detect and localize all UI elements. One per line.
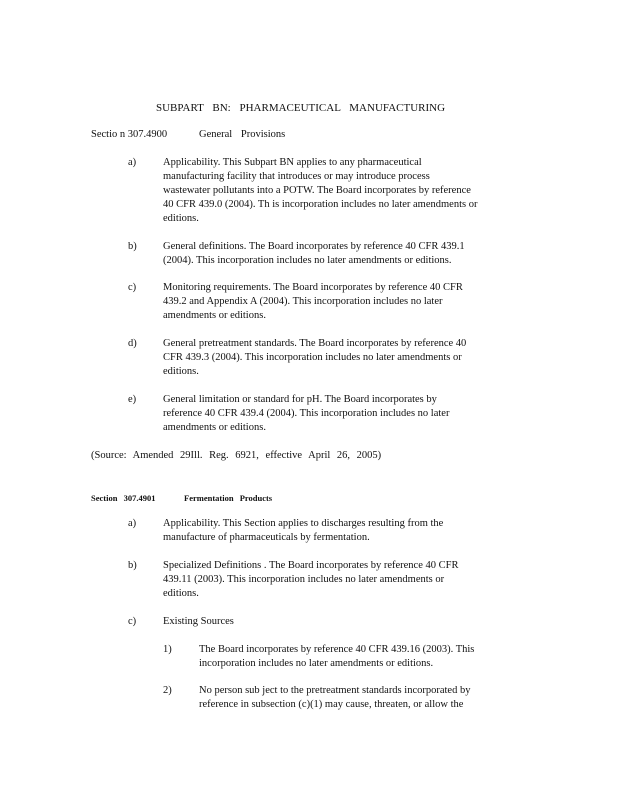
text-line: editions.	[163, 213, 199, 224]
text-line: 40 CFR 439.0 (2004). Th is incorporation includes no later amendments or	[163, 199, 478, 210]
list-marker: e)	[128, 394, 137, 405]
text-line: 439.2 and Appendix A (2004). This incorporation includes no later	[163, 296, 443, 307]
text-line: editions.	[163, 588, 199, 599]
text-line: editions.	[163, 366, 199, 377]
list-marker: a)	[128, 518, 137, 529]
text-line: (2004). This incorporation includes no later amendments or editions.	[163, 255, 452, 266]
sublist-item	[199, 643, 474, 671]
list-marker: a)	[128, 157, 137, 168]
text-line: amendments or editions.	[163, 310, 266, 321]
text-line: General definitions. The Board incorporates by reference 40 CFR 439.1	[163, 241, 465, 252]
list-marker: c)	[128, 282, 137, 293]
text-line: Applicability. This Subpart BN applies to any pharmaceutical	[163, 157, 422, 168]
text-line: reference 40 CFR 439.4 (2004). This incorporation includes no later	[163, 408, 450, 419]
text-line: manufacture of pharmaceuticals by fermentation.	[163, 532, 370, 543]
list-marker: b)	[128, 560, 137, 571]
text-line: Existing Sources	[163, 616, 234, 627]
list-marker: d)	[128, 338, 137, 349]
list-marker: 1)	[163, 644, 172, 655]
list-marker: b)	[128, 241, 137, 252]
list-item-general-definitions	[163, 240, 465, 268]
section-heading-title: General Provisions	[199, 129, 286, 140]
text-line: Specialized Definitions . The Board incorporates by reference 40 CFR	[163, 560, 459, 571]
list-item-ph-limitation	[163, 393, 449, 435]
text-line: Applicability. This Section applies to discharges resulting from the	[163, 518, 444, 529]
list-item-applicability	[163, 517, 443, 545]
list-item-pretreatment	[163, 337, 466, 379]
text-line: reference in subsection (c)(1) may cause, threaten, or allow the	[199, 699, 464, 710]
list-item-applicability	[163, 156, 477, 226]
section-heading-title: Fermentation Products	[184, 493, 273, 503]
text-line: manufacturing facility that introduces or may introduce process	[163, 171, 430, 182]
source-note: (Source: Amended 29Ill. Reg. 6921, effective April 26, 2005)	[91, 450, 382, 461]
list-marker: c)	[128, 616, 137, 627]
text-line: incorporation includes no later amendments or editions.	[199, 658, 434, 669]
list-item-specialized-definitions	[163, 559, 458, 601]
text-line: CFR 439.3 (2004). This incorporation includes no later amendments or	[163, 352, 462, 363]
text-line: 439.11 (2003). This incorporation includes no later amendments or	[163, 574, 445, 585]
text-line: amendments or editions.	[163, 422, 266, 433]
text-line: wastewater pollutants into a POTW. The Board incorporates by reference	[163, 185, 471, 196]
text-line: General limitation or standard for pH. The Board incorporates by	[163, 394, 437, 405]
section-heading-number: Section 307.4901	[91, 493, 156, 503]
list-marker: 2)	[163, 685, 172, 696]
list-item-monitoring	[163, 281, 463, 323]
list-item-existing-sources	[163, 615, 234, 629]
text-line: The Board incorporates by reference 40 CFR 439.16 (2003). This	[199, 644, 475, 655]
text-line: Monitoring requirements. The Board incorporates by reference 40 CFR	[163, 282, 463, 293]
text-line: No person sub ject to the pretreatment standards incorporated by	[199, 685, 471, 696]
section-heading-number: Sectio n 307.4900	[91, 129, 168, 140]
page-title: SUBPART BN: PHARMACEUTICAL MANUFACTURING	[156, 102, 446, 114]
text-line: General pretreatment standards. The Board incorporates by reference 40	[163, 338, 467, 349]
sublist-item	[199, 684, 470, 712]
